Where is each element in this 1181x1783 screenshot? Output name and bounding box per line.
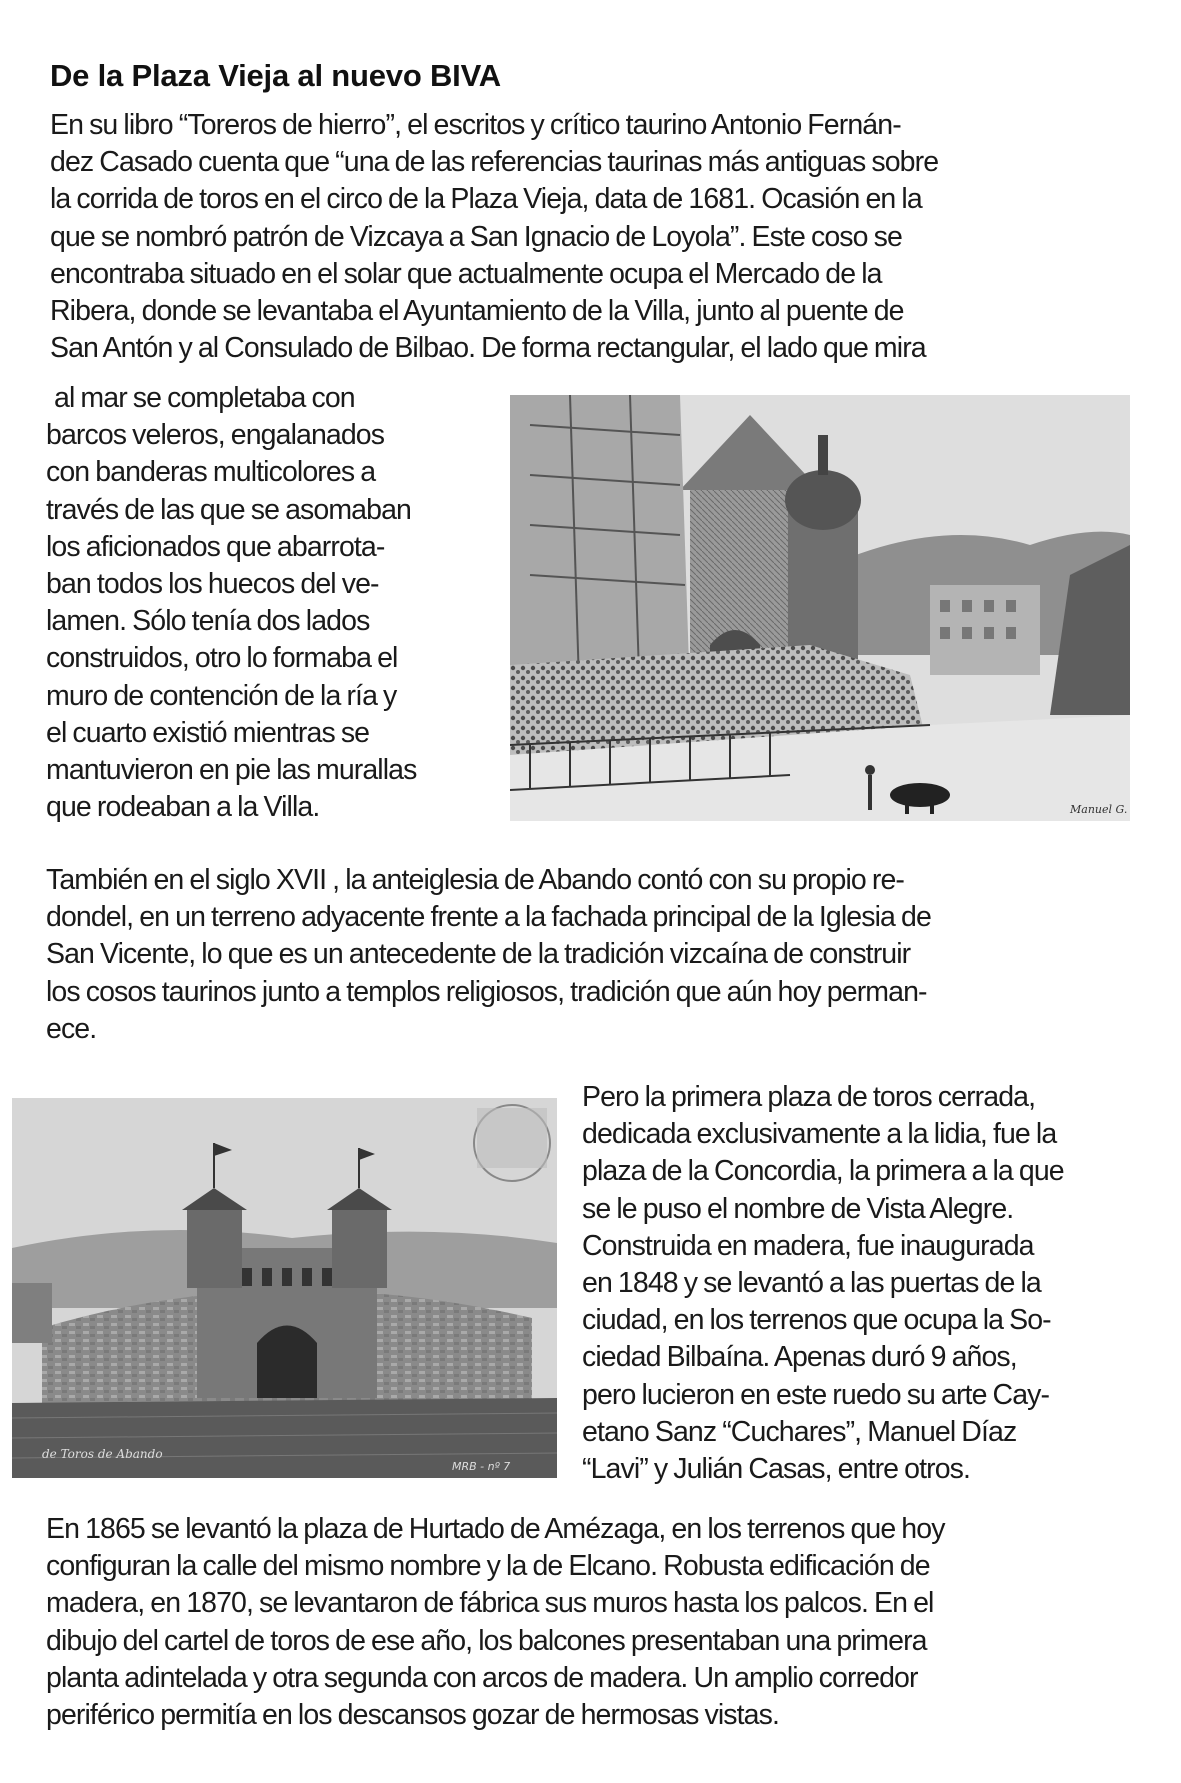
- text-line: se le puso el nombre de Vista Alegre.: [582, 1192, 1014, 1225]
- text-line: San Antón y al Consulado de Bilbao. De forma rectangular, el lado que mira: [50, 332, 926, 365]
- text-line: También en el siglo XVII , la anteiglesia de Abando contó con su propio re-: [46, 864, 905, 896]
- article-title: De la Plaza Vieja al nuevo BIVA: [50, 58, 501, 93]
- text-line: configuran la calle del mismo nombre y la de Elcano. Robusta edificación de: [46, 1550, 930, 1583]
- text-line: construidos, otro lo formaba el: [46, 642, 398, 675]
- text-line: en 1848 y se levantó a las puertas de la: [582, 1267, 1041, 1300]
- photo-caption-right: MRB - nº 7: [452, 1460, 511, 1473]
- text-line: con banderas multicolores a: [46, 456, 376, 489]
- text-line: los cosos taurinos junto a templos religiosos, tradición que aún hoy perman-: [46, 975, 927, 1008]
- plaza-vieja-column: [46, 380, 496, 826]
- abando-paragraph: [46, 862, 1136, 1048]
- text-line: pero lucieron en este ruedo su arte Cay-: [582, 1378, 1050, 1411]
- concordia-paragraph: [582, 1079, 1167, 1488]
- engraving-illustration: [510, 395, 1130, 821]
- text-line: al mar se completaba con: [54, 382, 355, 414]
- text-line: barcos veleros, engalanados: [46, 419, 385, 452]
- text-line: periférico permitía en los descansos gozar de hermosas vistas.: [46, 1699, 779, 1732]
- text-line: Pero la primera plaza de toros cerrada,: [582, 1081, 1036, 1113]
- text-line: Construida en madera, fue inaugurada: [582, 1229, 1034, 1262]
- text-line: “Lavi” y Julián Casas, entre otros.: [582, 1453, 971, 1486]
- text-line: dondel, en un terreno adyacente frente a la fachada principal de la Iglesia de: [46, 901, 931, 934]
- text-line: dedicada exclusivamente a la lidia, fue la: [582, 1118, 1057, 1151]
- concordia-illustration: [12, 1098, 557, 1478]
- plaza-vieja-engraving: [510, 395, 1130, 821]
- text-line: plaza de la Concordia, la primera a la que: [582, 1155, 1064, 1188]
- text-line: muro de contención de la ría y: [46, 679, 397, 712]
- text-line: lamen. Sólo tenía dos lados: [46, 605, 370, 638]
- text-line: mantuvieron en pie las murallas: [46, 754, 417, 787]
- text-line: la corrida de toros en el circo de la Plaza Vieja, data de 1681. Ocasión en la: [50, 183, 922, 216]
- engraving-signature: Manuel G.: [1070, 803, 1128, 816]
- text-line: Ribera, donde se levantaba el Ayuntamiento de la Villa, junto al puente de: [50, 295, 904, 328]
- text-line: dibujo del cartel de toros de ese año, los balcones presentaban una primera: [46, 1624, 927, 1657]
- intro-paragraph: [50, 107, 1130, 367]
- text-line: ciudad, en los terrenos que ocupa la So-: [582, 1304, 1051, 1337]
- concordia-photo: [12, 1098, 557, 1478]
- text-line: ece.: [46, 1012, 97, 1045]
- text-line: planta adintelada y otra segunda con arcos de madera. Un amplio corredor: [46, 1661, 918, 1694]
- text-line: madera, en 1870, se levantaron de fábrica sus muros hasta los palcos. En el: [46, 1587, 934, 1620]
- text-line: través de las que se asomaban: [46, 493, 411, 526]
- hurtado-paragraph: [46, 1511, 1136, 1734]
- text-line: San Vicente, lo que es un antecedente de la tradición vizcaína de construir: [46, 938, 911, 971]
- text-line: el cuarto existió mientras se: [46, 716, 370, 749]
- photo-caption-left: de Toros de Abando: [42, 1447, 163, 1461]
- text-line: ban todos los huecos del ve-: [46, 568, 379, 601]
- text-line: En su libro “Toreros de hierro”, el escritos y crítico taurino Antonio Fernán-: [50, 109, 901, 141]
- text-line: los aficionados que abarrota-: [46, 530, 385, 563]
- text-line: ciedad Bilbaína. Apenas duró 9 años,: [582, 1341, 1017, 1374]
- text-line: dez Casado cuenta que “una de las referencias taurinas más antiguas sobre: [50, 146, 939, 179]
- text-line: encontraba situado en el solar que actualmente ocupa el Mercado de la: [50, 257, 882, 290]
- text-line: etano Sanz “Cuchares”, Manuel Díaz: [582, 1415, 1017, 1448]
- text-line: En 1865 se levantó la plaza de Hurtado de Amézaga, en los terrenos que hoy: [46, 1513, 945, 1545]
- text-line: que se nombró patrón de Vizcaya a San Ignacio de Loyola”. Este coso se: [50, 220, 902, 253]
- text-line: que rodeaban a la Villa.: [46, 791, 320, 824]
